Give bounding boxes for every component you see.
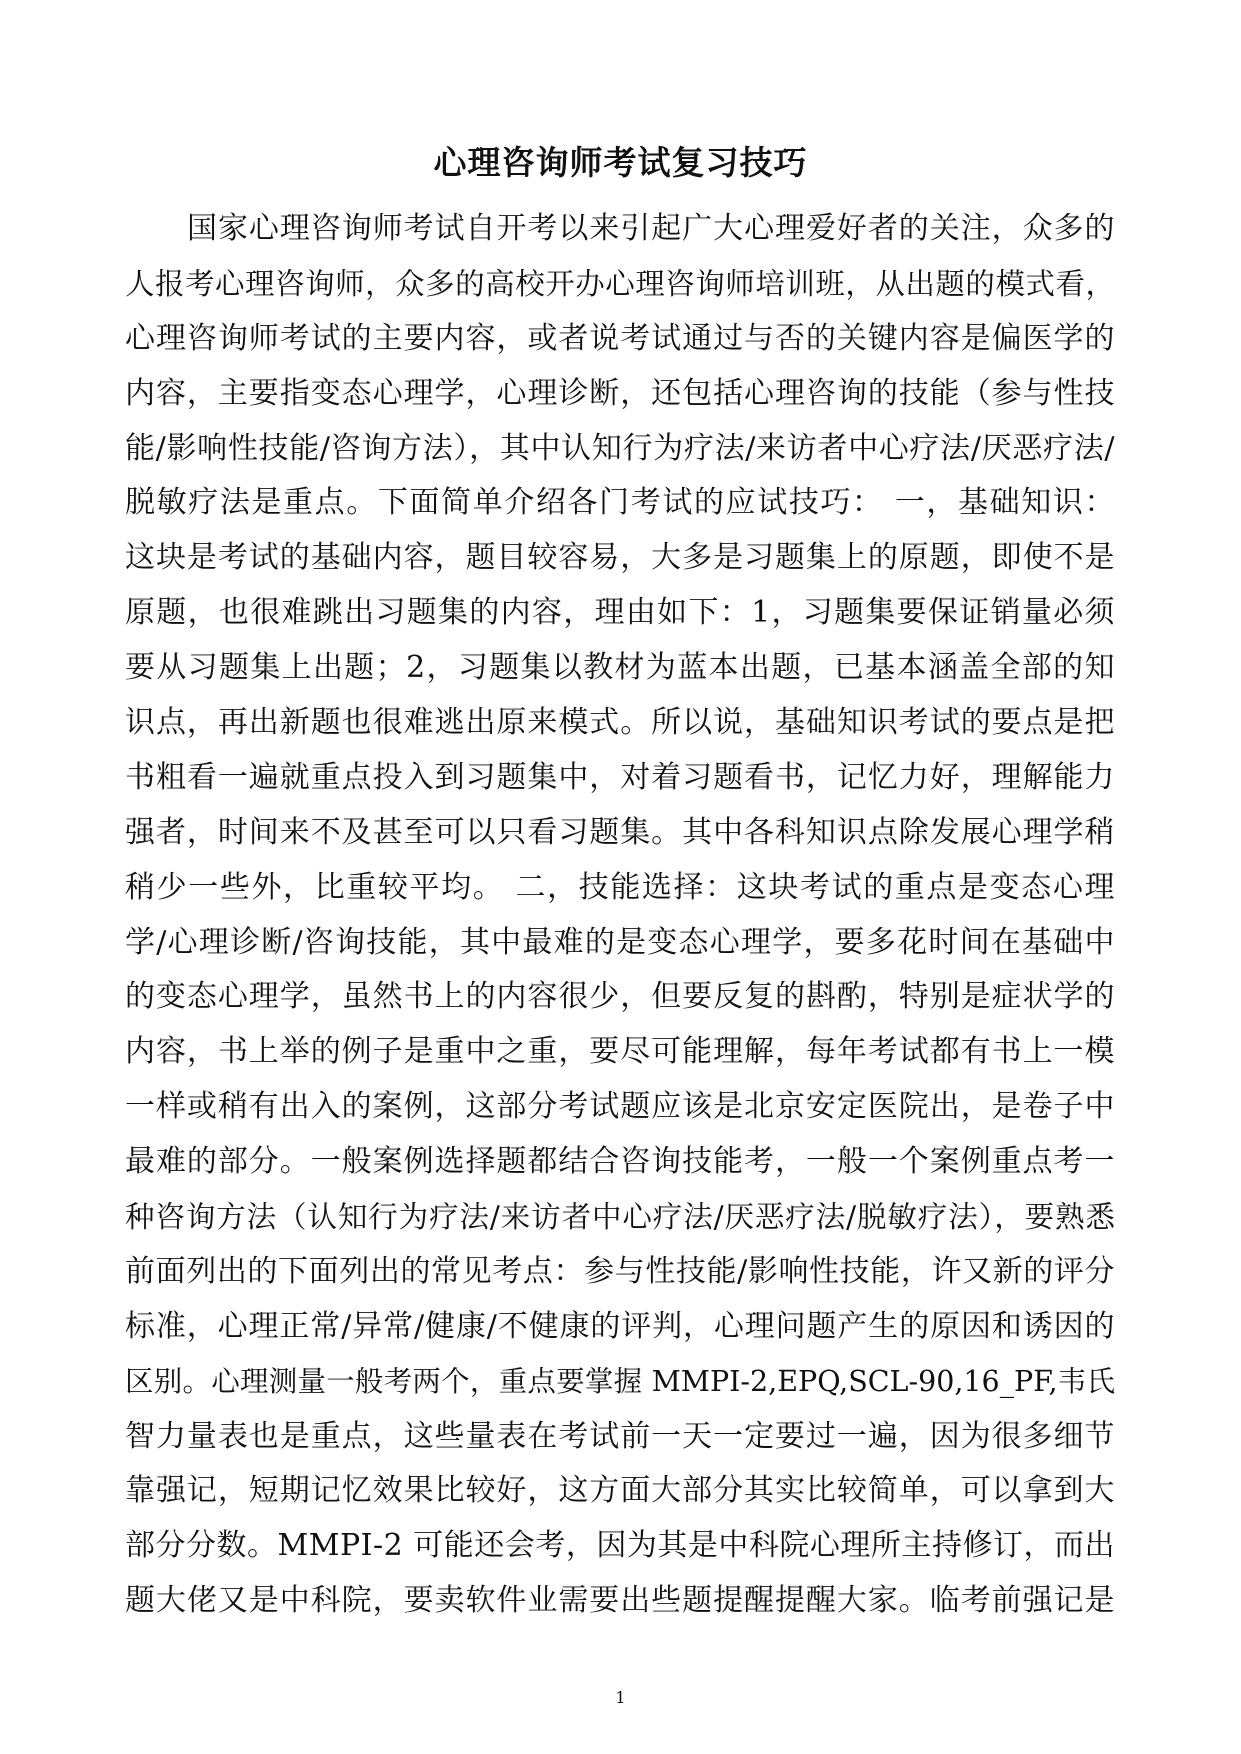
text-line: 最难的部分。一般案例选择题都结合咨询技能考，一般一个案例重点考一 [125,1144,1115,1180]
text-line: 书粗看一遍就重点投入到习题集中，对着习题看书，记忆力好，理解能力 [125,759,1115,795]
text-line: 前面列出的下面列出的常见考点：参与性技能/影响性技能，许又新的评分 [125,1253,1115,1289]
text-line: 识点，再出新题也很难逃出原来模式。所以说，基础知识考试的要点是把 [125,705,1115,741]
text-line: 学/心理诊断/咨询技能，其中最难的是变态心理学，要多花时间在基础中 [125,924,1115,960]
text-line: 脱敏疗法是重点。下面简单介绍各门考试的应试技巧： 一，基础知识： [125,485,1115,521]
text-line: 心理咨询师考试的主要内容，或者说考试通过与否的关键内容是偏医学的 [125,320,1115,356]
text-line: 部分分数。MMPI-2 可能还会考，因为其是中科院心理所主持修订，而出 [125,1528,1115,1564]
text-line: 要从习题集上出题；2，习题集以教材为蓝本出题，已基本涵盖全部的知 [125,650,1115,686]
text-line: 种咨询方法（认知行为疗法/来访者中心疗法/厌恶疗法/脱敏疗法），要熟悉 [125,1200,1115,1235]
text-line: 靠强记，短期记忆效果比较好，这方面大部分其实比较简单，可以拿到大 [125,1473,1115,1509]
text-line: 强者，时间来不及甚至可以只看习题集。其中各科知识点除发展心理学稍 [125,814,1115,850]
text-line: 内容，书上举的例子是重中之重，要尽可能理解，每年考试都有书上一模 [125,1034,1115,1070]
text-line: 内容，主要指变态心理学，心理诊断，还包括心理咨询的技能（参与性技 [125,375,1115,411]
page-title: 心理咨询师考试复习技巧 [433,143,808,182]
text-line: 区别。心理测量一般考两个，重点要掌握 MMPI-2,EPQ,SCL-90,16_PF,韦氏 [125,1364,1115,1398]
text-line: 稍少一些外，比重较平均。 二，技能选择：这块考试的重点是变态心理 [125,869,1115,905]
text-line: 原题，也很难跳出习题集的内容，理由如下：1，习题集要保证销量必须 [125,595,1115,631]
text-line: 一样或稍有出入的案例，这部分考试题应该是北京安定医院出，是卷子中 [125,1089,1115,1125]
text-line: 题大佬又是中科院，要卖软件业需要出些题提醒提醒大家。临考前强记是 [125,1583,1115,1619]
text-line: 这块是考试的基础内容，题目较容易，大多是习题集上的原题，即使不是 [125,540,1115,576]
text-line: 的变态心理学，虽然书上的内容很少，但要反复的斟酌，特别是症状学的 [125,979,1115,1015]
text-line: 能/影响性技能/咨询方法），其中认知行为疗法/来访者中心疗法/厌恶疗法/ [125,430,1115,466]
text-line: 智力量表也是重点，这些量表在考试前一天一定要过一遍，因为很多细节 [125,1418,1115,1454]
body-text [125,202,1115,1629]
text-line: 标准，心理正常/异常/健康/不健康的评判，心理问题产生的原因和诱因的 [125,1308,1115,1344]
page-number: 1 [615,1688,626,1707]
text-line: 国家心理咨询师考试自开考以来引起广大心理爱好者的关注，众多的 [187,211,1115,246]
text-line: 人报考心理咨询师，众多的高校开办心理咨询师培训班，从出题的模式看， [125,266,1115,301]
